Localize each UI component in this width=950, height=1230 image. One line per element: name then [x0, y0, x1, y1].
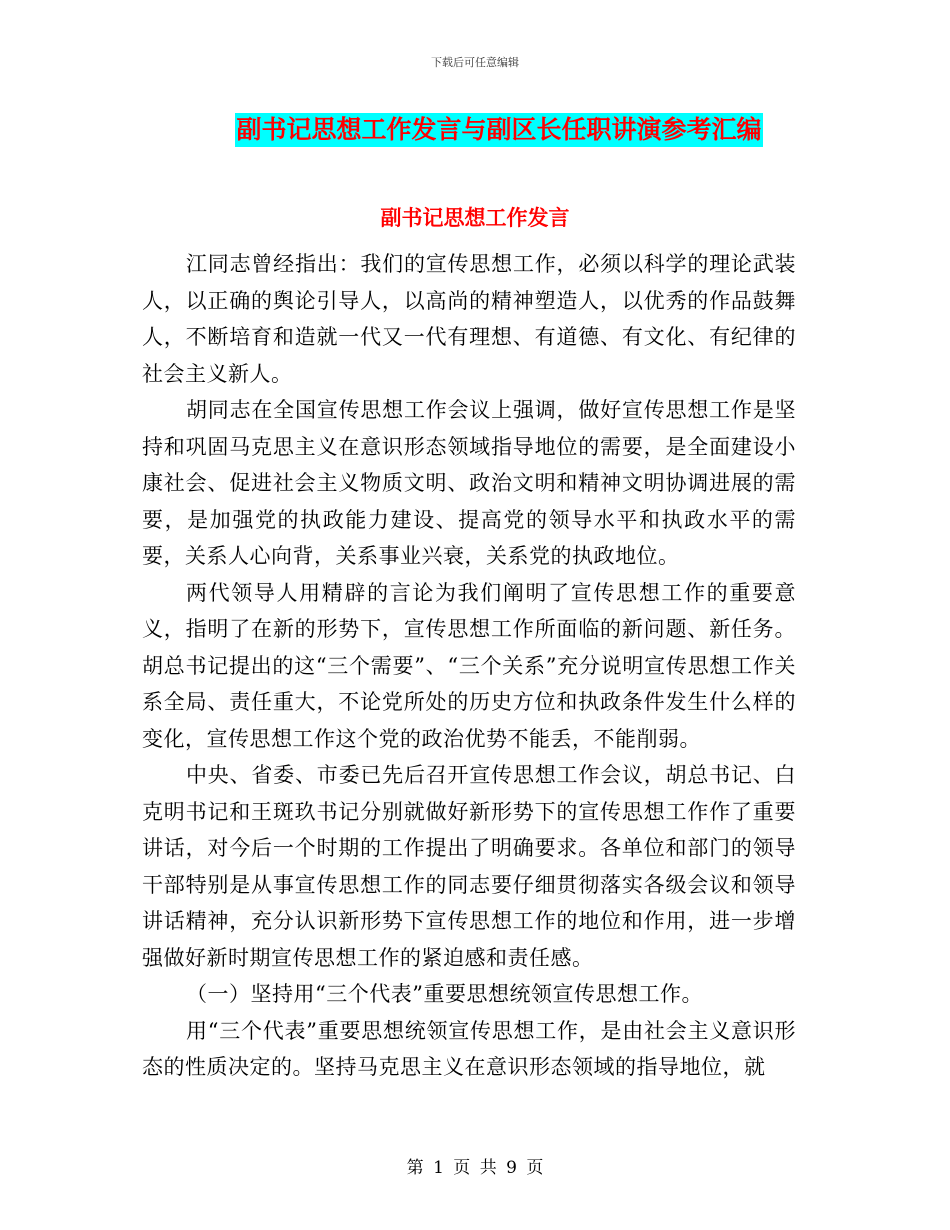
section-title: 副书记思想工作发言	[380, 205, 570, 230]
page-footer: 第 1 页 共 9 页	[406, 1158, 544, 1178]
document-title: 副书记思想工作发言与副区长任职讲演参考汇编	[235, 113, 762, 147]
paragraph: 江同志曾经指出：我们的宣传思想工作，必须以科学的理论武装人，以正确的舆论引导人，以高尚的精神塑造人，以优秀的作品鼓舞人，不断培育和造就一代又一代有理想、有道德、有文化、有纪律的社会主义新人。	[142, 252, 796, 386]
document-title-container	[0, 113, 950, 147]
paragraph: 两代领导人用精辟的言论为我们阐明了宣传思想工作的重要意义，指明了在新的形势下，宣传思想工作所面临的新问题、新任务。胡总书记提出的这“三个需要”、“三个关系”充分说明宣传思想工作关系全局、责任重大，不论党所处的历史方位和执政条件发生什么样的变化，宣传思想工作这个党的政治优势不能丢，不能削弱。	[142, 580, 796, 751]
paragraph: （一）坚持用“三个代表”重要思想统领宣传思想工作。	[186, 982, 703, 1006]
header-note: 下载后可任意编辑	[431, 56, 519, 69]
paragraph: 胡同志在全国宣传思想工作会议上强调，做好宣传思想工作是坚持和巩固马克思主义在意识形态领域指导地位的需要，是全面建设小康社会、促进社会主义物质文明、政治文明和精神文明协调进展的需要，是加强党的执政能力建设、提高党的领导水平和执政水平的需要，关系人心向背，关系事业兴衰，关系党的执政地位。	[142, 398, 796, 568]
paragraph: 用“三个代表”重要思想统领宣传思想工作，是由社会主义意识形态的性质决定的。坚持马克思主义在意识形态领域的指导地位，就	[142, 1018, 796, 1079]
document-body	[142, 246, 796, 1086]
paragraph: 中央、省委、市委已先后召开宣传思想工作会议，胡总书记、白克明书记和王斑玖书记分别就做好新形势下的宣传思想工作作了重要讲话，对今后一个时期的工作提出了明确要求。各单位和部门的领导干部特别是从事宣传思想工作的同志要仔细贯彻落实各级会议和领导讲话精神，充分认识新形势下宣传思想工作的地位和作用，进一步增强做好新时期宣传思想工作的紧迫感和责任感。	[142, 763, 796, 970]
